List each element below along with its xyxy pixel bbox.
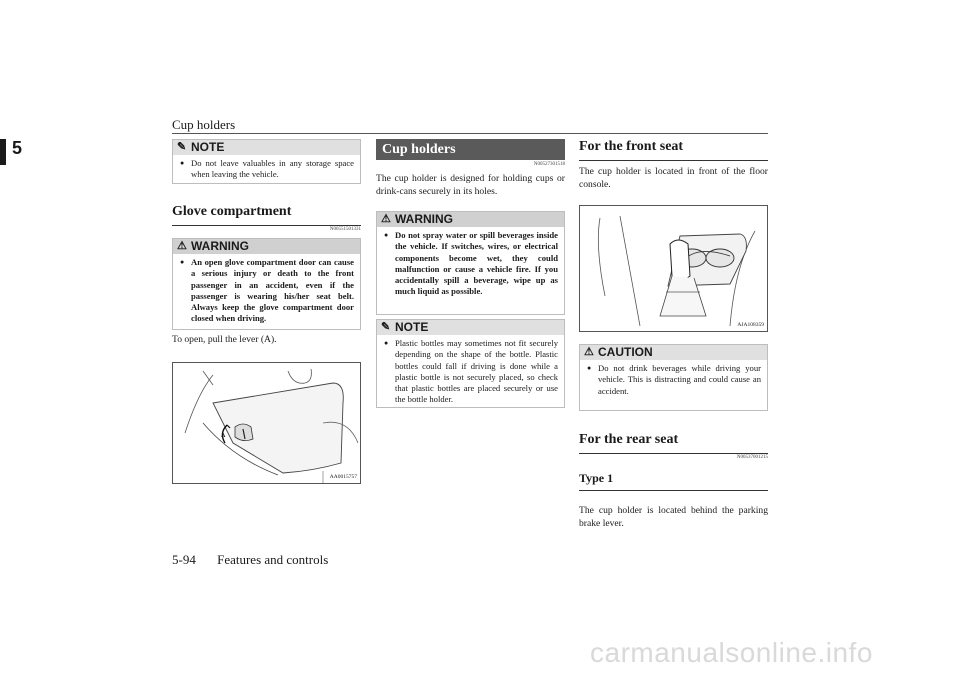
note-label: NOTE	[191, 140, 225, 154]
warning-triangle-icon: ⚠	[177, 240, 187, 252]
front-cup-holder-illustration	[580, 206, 767, 331]
chapter-number: 5	[12, 138, 23, 158]
note-text: Plastic bottles may sometimes not fit securely depending on the shape of the bottle. Plastic bottles could fall if driving is done while a plastic bottle is not securely placed, so check that plastic bottles are placed securely or use the bottle holder.	[395, 338, 558, 405]
rear-seat-text: The cup holder is located behind the parking brake lever.	[579, 505, 768, 529]
warning-label: WARNING	[395, 212, 453, 226]
warning-text: An open glove compartment door can cause a serious injury or death to the front passenger in an accident, even if the passenger is wearing his/her seat belt. Always keep the glove compartment door closed when driving.	[191, 257, 354, 324]
type-1-heading: Type 1	[579, 471, 768, 491]
glove-compartment-heading: Glove compartment	[172, 204, 361, 226]
note-pencil-icon: ✎	[177, 141, 187, 153]
front-seat-text: The cup holder is located in front of the floor console.	[579, 166, 768, 190]
caution-triangle-icon: ⚠	[584, 346, 594, 358]
bullet-icon: ●	[384, 231, 389, 239]
warning-label: WARNING	[191, 239, 249, 253]
warning-body	[173, 254, 360, 329]
note-header	[377, 320, 564, 335]
caution-text: Do not drink beverages while driving your vehicle. This is distracting and could cause an accident.	[598, 363, 761, 396]
bullet-icon: ●	[180, 159, 185, 167]
front-seat-heading: For the front seat	[579, 139, 768, 161]
cup-holders-code: N00527301518	[533, 162, 565, 167]
front-cup-holder-figure	[579, 205, 768, 332]
warning-box-glove	[172, 238, 361, 330]
glove-compartment-illustration	[173, 363, 360, 483]
chapter-tab	[0, 139, 6, 165]
glove-instruction: To open, pull the lever (A).	[172, 334, 277, 345]
lever-callout-label: A	[221, 433, 226, 439]
rear-seat-heading: For the rear seat	[579, 432, 768, 454]
caution-body	[580, 360, 767, 401]
rear-seat-code: N00537001215	[736, 455, 768, 460]
bullet-icon: ●	[587, 364, 592, 372]
note-box-bottles	[376, 319, 565, 408]
note-header	[173, 140, 360, 155]
note-body	[173, 155, 360, 185]
caution-header	[580, 345, 767, 360]
glove-section-code: N00551501331	[329, 227, 361, 232]
figure-id: AJA108359	[737, 322, 764, 328]
warning-header	[377, 212, 564, 227]
header-divider	[172, 133, 768, 134]
cup-holders-intro: The cup holder is designed for holding cups or drink-cans securely in its holes.	[376, 173, 565, 197]
warning-triangle-icon: ⚠	[381, 213, 391, 225]
note-label: NOTE	[395, 320, 429, 334]
warning-box-spill	[376, 211, 565, 315]
warning-text: Do not spray water or spill beverages inside the vehicle. If switches, wires, or electrical components become wet, they could malfunction or cause a vehicle fire. If you accidentally spill a beverage, wipe up as much liquid as possible.	[395, 230, 558, 297]
page-number: 5-94	[172, 552, 196, 567]
warning-body	[377, 227, 564, 302]
cup-holders-heading: Cup holders	[376, 139, 565, 160]
note-pencil-icon: ✎	[381, 321, 391, 333]
page-footer	[172, 552, 346, 568]
glove-compartment-figure	[172, 362, 361, 484]
caution-label: CAUTION	[598, 345, 653, 359]
note-box-valuables	[172, 139, 361, 184]
bullet-icon: ●	[384, 339, 389, 347]
warning-header	[173, 239, 360, 254]
page-title: Cup holders	[172, 117, 236, 132]
figure-id: AA0015757	[329, 474, 357, 480]
note-text: Do not leave valuables in any storage space when leaving the vehicle.	[191, 158, 354, 180]
note-body	[377, 335, 564, 410]
watermark: carmanualsonline.info	[590, 637, 873, 668]
caution-box-beverages	[579, 344, 768, 411]
footer-section-name: Features and controls	[217, 552, 329, 567]
bullet-icon: ●	[180, 258, 185, 266]
